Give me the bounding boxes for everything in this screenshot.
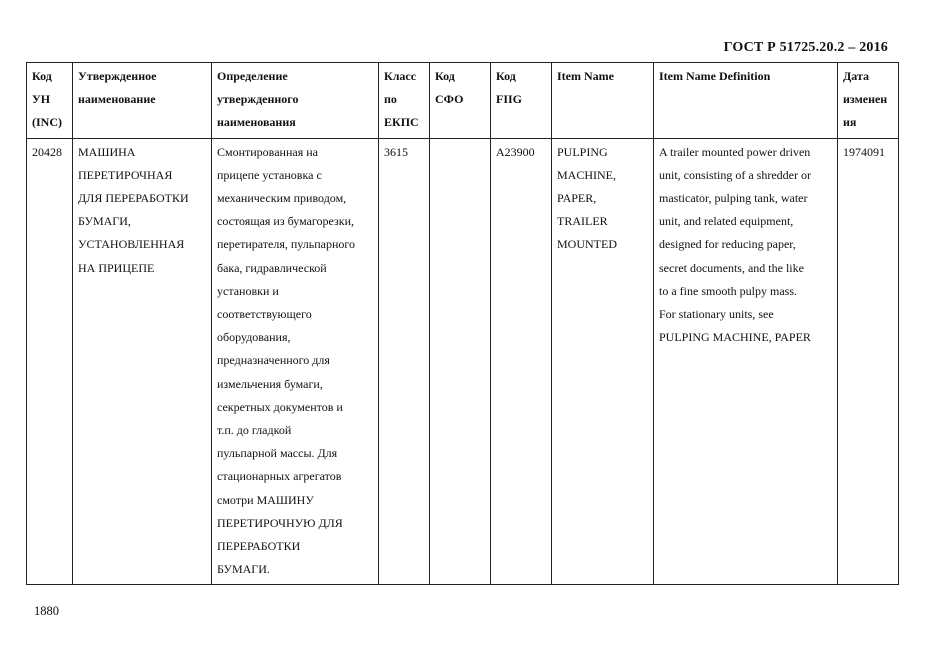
cell-ekps-class: 3615: [379, 138, 430, 585]
header-item-name: Item Name: [552, 63, 654, 139]
header-ekps-class: Класс по ЕКПС: [379, 63, 430, 139]
cell-fiig-code: A23900: [491, 138, 552, 585]
cell-sfo-code: [430, 138, 491, 585]
cell-change-date: 1974091: [838, 138, 899, 585]
standard-designation: ГОСТ Р 51725.20.2 – 2016: [723, 40, 888, 55]
header-sfo-code: Код СФО: [430, 63, 491, 139]
cell-inc-code: 20428: [27, 138, 73, 585]
header-approved-name: Утвержденное наименование: [73, 63, 212, 139]
header-row: [27, 63, 899, 139]
header-definition: Определение утвержденного наименования: [212, 63, 379, 139]
cell-item-name: PULPING MACHINE, PAPER, TRAILER MOUNTED: [552, 138, 654, 585]
cell-item-name-definition: A trailer mounted power driven unit, consisting of a shredder or masticator, pulping tank, water unit, and related equipment, designed for reducing paper, secret documents, and the like to a fine smooth pulpy mass. For stationary units, see PULPING MACHINE, PAPER: [654, 138, 838, 585]
header-item-name-definition: Item Name Definition: [654, 63, 838, 139]
inc-catalog-table: [26, 62, 899, 585]
cell-definition: Смонтированная на прицепе установка с механическим приводом, состоящая из бумагорезки, перетирателя, пульпарного бака, гидравлической установки и соответствующего оборудования, предназначенного для измельчения бумаги, секретных документов и т.п. до гладкой пульпарной массы. Для стационарных агрегатов смотри МАШИНУ ПЕРЕТИРОЧНУЮ ДЛЯ ПЕРЕРАБОТКИ БУМАГИ.: [212, 138, 379, 585]
header-fiig-code: Код FIIG: [491, 63, 552, 139]
table-row: [27, 138, 899, 585]
cell-approved-name: МАШИНА ПЕРЕТИРОЧНАЯ ДЛЯ ПЕРЕРАБОТКИ БУМАГИ, УСТАНОВЛЕННАЯ НА ПРИЦЕПЕ: [73, 138, 212, 585]
page-number: 1880: [34, 604, 59, 618]
header-inc-code: Код УН (INC): [27, 63, 73, 139]
header-change-date: Дата изменен ия: [838, 63, 899, 139]
